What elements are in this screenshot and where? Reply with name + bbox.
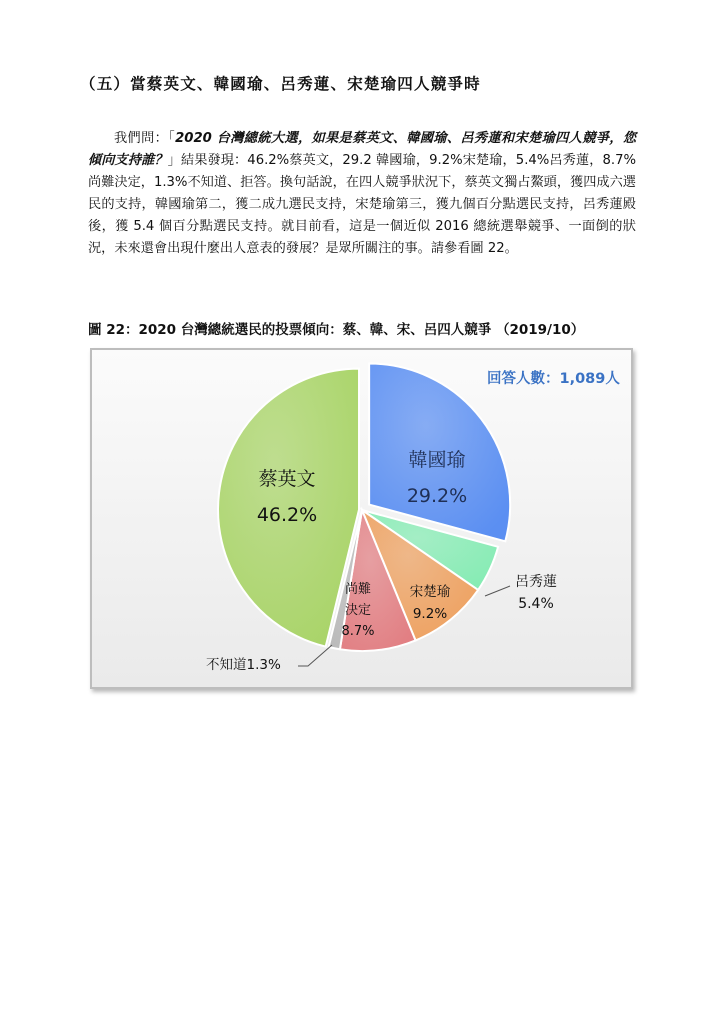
slice-label-han: [392, 442, 482, 514]
slice-value-dk: 1.3%: [246, 657, 281, 673]
slice-name-lu: 呂秀蓮: [515, 574, 557, 590]
paragraph-rest: 」結果發現：46.2%蔡英文，29.2 韓國瑜，9.2%宋楚瑜，5.4%呂秀蓮，8.7%尚難決定，1.3%不知道、拒答。換句話說，在四人競爭狀況下，蔡英文獨占鰲頭，獲四成六選民的支持，韓國瑜第二，獲二成九選民支持，宋楚瑜第三，獲九個百分點選民支持，呂秀蓮殿後，獲 5.4 個百分點選民支持。就目前看，這是一個近似 2016 總統選舉競爭、一面倒的狀況，未來還會出現什麼出人意表的發展？是眾所關注的事。請參看圖 22。: [88, 153, 636, 256]
slice-label-undecided: [338, 579, 378, 642]
slice-name-dk: 不知道: [206, 657, 247, 673]
survey-question: 2020 台灣總統大選，如果是蔡英文、韓國瑜、呂秀蓮和宋楚瑜四人競爭，您傾向支持誰？: [88, 131, 637, 168]
slice-name-undecided-2: 決定: [344, 603, 371, 618]
figure-caption: 圖 22：2020 台灣總統選民的投票傾向：蔡、韓、宋、呂四人競爭 （2019/10）: [88, 322, 585, 338]
leader-line-dk: [298, 645, 332, 666]
slice-label-lu: [506, 571, 566, 615]
slice-value-soong: 9.2%: [412, 606, 448, 622]
slice-label-soong: [400, 581, 460, 625]
slice-name-han: 韓國瑜: [408, 449, 466, 471]
respondent-count: 回答人數：1,089人: [487, 371, 620, 387]
slice-name-soong: 宋楚瑜: [409, 584, 451, 600]
section-heading: （五）當蔡英文、韓國瑜、呂秀蓮、宋楚瑜四人競爭時: [80, 74, 481, 93]
slice-value-han: 29.2%: [406, 485, 468, 507]
pie-chart: [90, 348, 633, 689]
slice-label-tsai: [242, 461, 332, 533]
paragraph-intro: 我們問：「: [114, 131, 176, 146]
body-paragraph: [88, 128, 636, 260]
slice-name-tsai: 蔡英文: [258, 468, 316, 490]
slice-value-lu: 5.4%: [518, 596, 554, 612]
slice-value-tsai: 46.2%: [256, 504, 318, 526]
slice-name-undecided-1: 尚難: [344, 582, 371, 597]
slice-label-dk: [206, 653, 281, 673]
slice-value-undecided: 8.7%: [341, 624, 375, 639]
